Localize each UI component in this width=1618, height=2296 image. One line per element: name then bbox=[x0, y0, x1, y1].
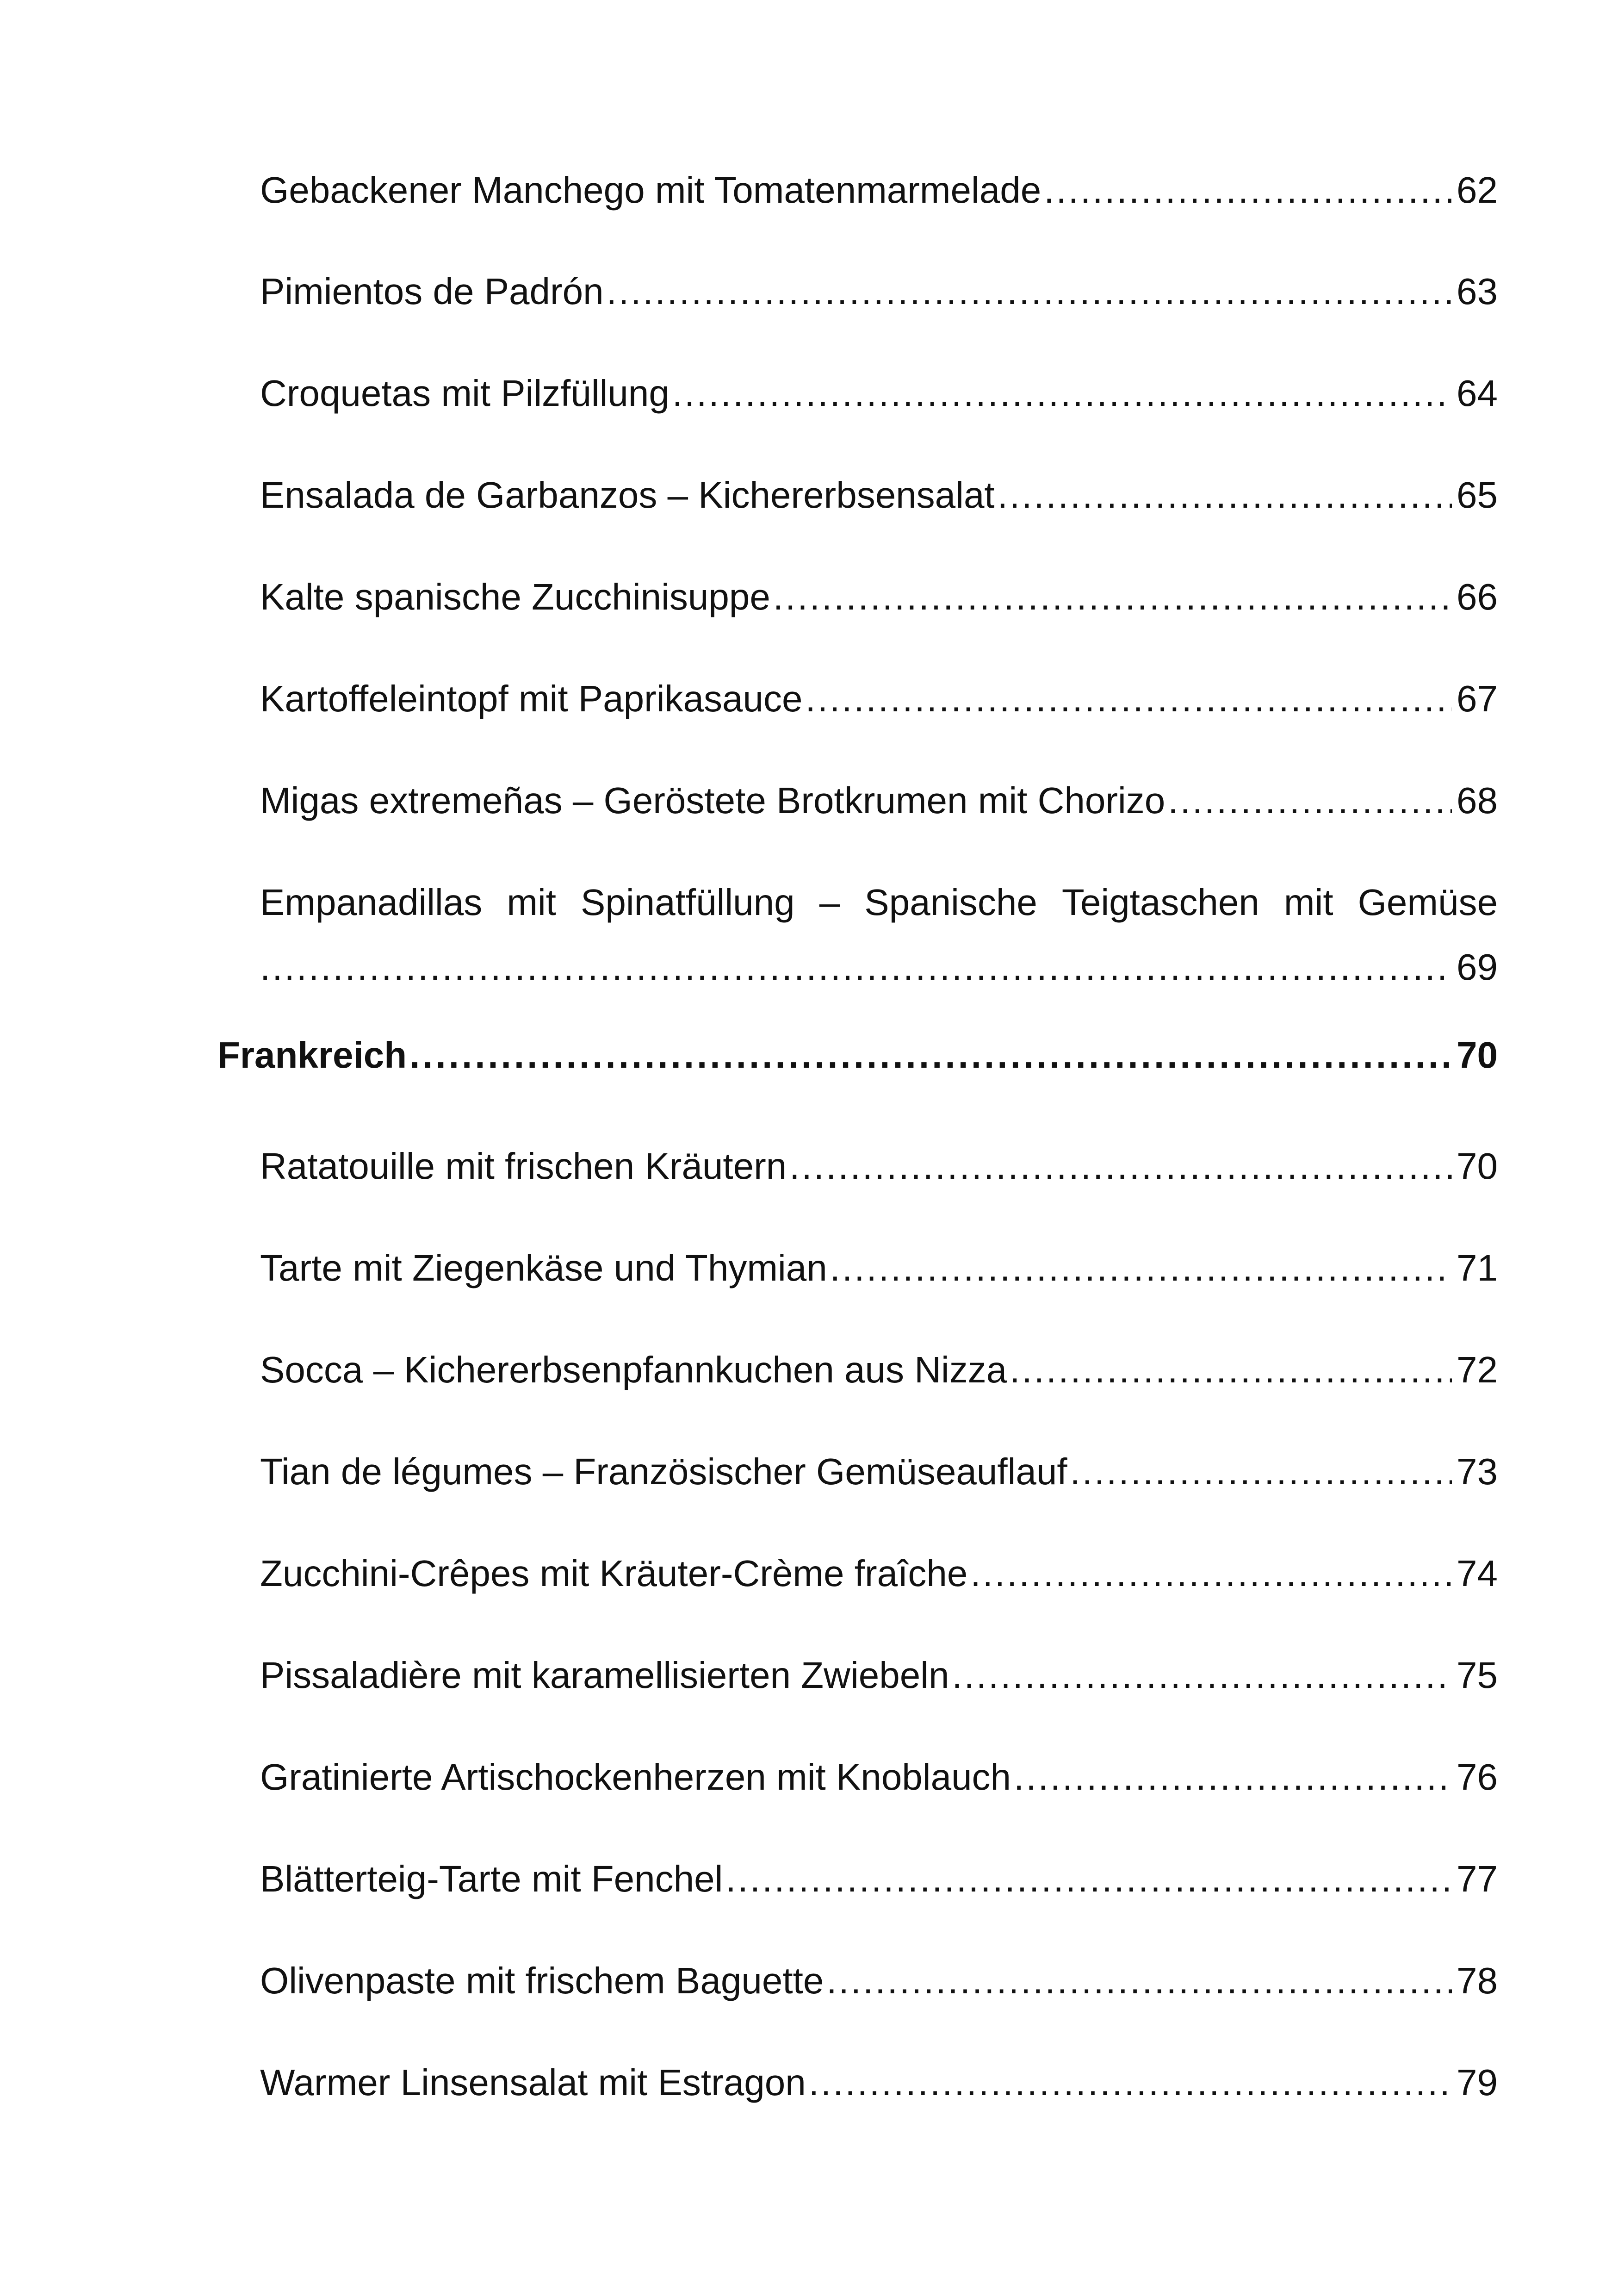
toc-entry-page: 69 bbox=[1457, 946, 1498, 988]
toc-entry-leader-line bbox=[260, 942, 1498, 993]
toc-entry-page: 74 bbox=[1457, 1553, 1498, 1594]
toc-entry-title: Croquetas mit Pilzfüllung bbox=[260, 373, 670, 414]
toc-entry-title: Zucchini-Crêpes mit Kräuter-Crème fraîche bbox=[260, 1553, 968, 1594]
title-word: Gemüse bbox=[1358, 882, 1498, 923]
toc-entry-page: 71 bbox=[1457, 1247, 1498, 1288]
toc-entry-page: 62 bbox=[1457, 169, 1498, 211]
toc-entry-page: 76 bbox=[1457, 1756, 1498, 1798]
toc-entry-title: Warmer Linsensalat mit Estragon bbox=[260, 2062, 806, 2103]
toc-entry[interactable] bbox=[260, 266, 1498, 317]
toc-entry-title: Migas extremeñas – Geröstete Brotkrumen mit Chorizo bbox=[260, 780, 1165, 821]
dot-leader bbox=[260, 942, 1452, 993]
toc-section-title: Frankreich bbox=[217, 1034, 407, 1076]
title-word: – bbox=[819, 882, 840, 923]
title-word: Teigtaschen bbox=[1061, 882, 1259, 923]
toc-entry-page: 64 bbox=[1457, 373, 1498, 414]
toc-entry[interactable] bbox=[260, 775, 1498, 826]
toc-entry-title: Olivenpaste mit frischem Baguette bbox=[260, 1960, 824, 2001]
toc-entry-page: 63 bbox=[1457, 271, 1498, 312]
dot-leader bbox=[826, 1955, 1452, 2006]
toc-entry-multiline[interactable] bbox=[260, 877, 1498, 993]
toc-entry-title: Ratatouille mit frischen Kräutern bbox=[260, 1145, 787, 1187]
title-word: mit bbox=[507, 882, 556, 923]
dot-leader bbox=[1070, 1446, 1452, 1497]
toc-entry-page: 70 bbox=[1457, 1145, 1498, 1187]
toc-entry[interactable] bbox=[260, 673, 1498, 724]
toc-entry-title: Kartoffeleintopf mit Paprikasauce bbox=[260, 678, 803, 719]
toc-entry[interactable] bbox=[260, 1650, 1498, 1701]
toc-section-page: 70 bbox=[1457, 1034, 1498, 1076]
dot-leader bbox=[409, 1030, 1452, 1081]
toc-entry-page: 67 bbox=[1457, 678, 1498, 719]
toc-entry-title: Tarte mit Ziegenkäse und Thymian bbox=[260, 1247, 827, 1288]
toc-section-frankreich[interactable] bbox=[217, 1030, 1498, 1081]
title-word: Spanische bbox=[864, 882, 1037, 923]
toc-entry[interactable] bbox=[260, 1854, 1498, 1904]
toc-entry[interactable] bbox=[260, 2057, 1498, 2108]
toc-entry-page: 75 bbox=[1457, 1655, 1498, 1696]
toc-entry-page: 73 bbox=[1457, 1451, 1498, 1492]
toc-entry-title: Blätterteig-Tarte mit Fenchel bbox=[260, 1858, 723, 1899]
toc-entry[interactable] bbox=[260, 165, 1498, 216]
dot-leader bbox=[607, 266, 1452, 317]
toc-entry-page: 77 bbox=[1457, 1858, 1498, 1899]
toc-entry-title: Tian de légumes – Französischer Gemüseauflauf bbox=[260, 1451, 1067, 1492]
dot-leader bbox=[830, 1243, 1452, 1294]
toc-entry-title: Gebackener Manchego mit Tomatenmarmelade bbox=[260, 169, 1041, 211]
toc-entry-title: Kalte spanische Zucchinisuppe bbox=[260, 576, 770, 617]
dot-leader bbox=[672, 368, 1452, 419]
toc-entry[interactable] bbox=[260, 1752, 1498, 1803]
toc-entry[interactable] bbox=[260, 1243, 1498, 1294]
toc-entry-page: 66 bbox=[1457, 576, 1498, 617]
dot-leader bbox=[1168, 775, 1452, 826]
dot-leader bbox=[1014, 1752, 1452, 1803]
toc-entry-title: Pimientos de Padrón bbox=[260, 271, 604, 312]
dot-leader bbox=[998, 470, 1452, 521]
dot-leader bbox=[809, 2057, 1452, 2108]
toc-entry[interactable] bbox=[260, 1955, 1498, 2006]
dot-leader bbox=[806, 673, 1452, 724]
dot-leader bbox=[952, 1650, 1452, 1701]
toc-entry-title-line bbox=[260, 877, 1498, 928]
title-word: mit bbox=[1283, 882, 1333, 923]
dot-leader bbox=[725, 1854, 1452, 1904]
toc-entry[interactable] bbox=[260, 572, 1498, 622]
toc-entry[interactable] bbox=[260, 1548, 1498, 1599]
toc-entry-page: 68 bbox=[1457, 780, 1498, 821]
dot-leader bbox=[970, 1548, 1452, 1599]
toc-entry-title: Ensalada de Garbanzos – Kichererbsensalat bbox=[260, 474, 995, 516]
toc-entry-page: 79 bbox=[1457, 2062, 1498, 2103]
toc-entry[interactable] bbox=[260, 470, 1498, 521]
toc-entry[interactable] bbox=[260, 368, 1498, 419]
toc-entry-title: Gratinierte Artischockenherzen mit Knoblauch bbox=[260, 1756, 1011, 1798]
toc-entry[interactable] bbox=[260, 1141, 1498, 1192]
dot-leader bbox=[789, 1141, 1452, 1192]
toc-entry-title: Socca – Kichererbsenpfannkuchen aus Nizza bbox=[260, 1349, 1007, 1390]
toc-entry[interactable] bbox=[260, 1344, 1498, 1395]
title-word: Empanadillas bbox=[260, 882, 483, 923]
toc-entry-page: 78 bbox=[1457, 1960, 1498, 2001]
dot-leader bbox=[773, 572, 1452, 622]
toc-entry-title: Pissaladière mit karamellisierten Zwiebeln bbox=[260, 1655, 949, 1696]
toc-entry-page: 72 bbox=[1457, 1349, 1498, 1390]
title-word: Spinatfüllung bbox=[581, 882, 795, 923]
toc-entry-page: 65 bbox=[1457, 474, 1498, 516]
toc-entry[interactable] bbox=[260, 1446, 1498, 1497]
dot-leader bbox=[1044, 165, 1452, 216]
dot-leader bbox=[1010, 1344, 1452, 1395]
